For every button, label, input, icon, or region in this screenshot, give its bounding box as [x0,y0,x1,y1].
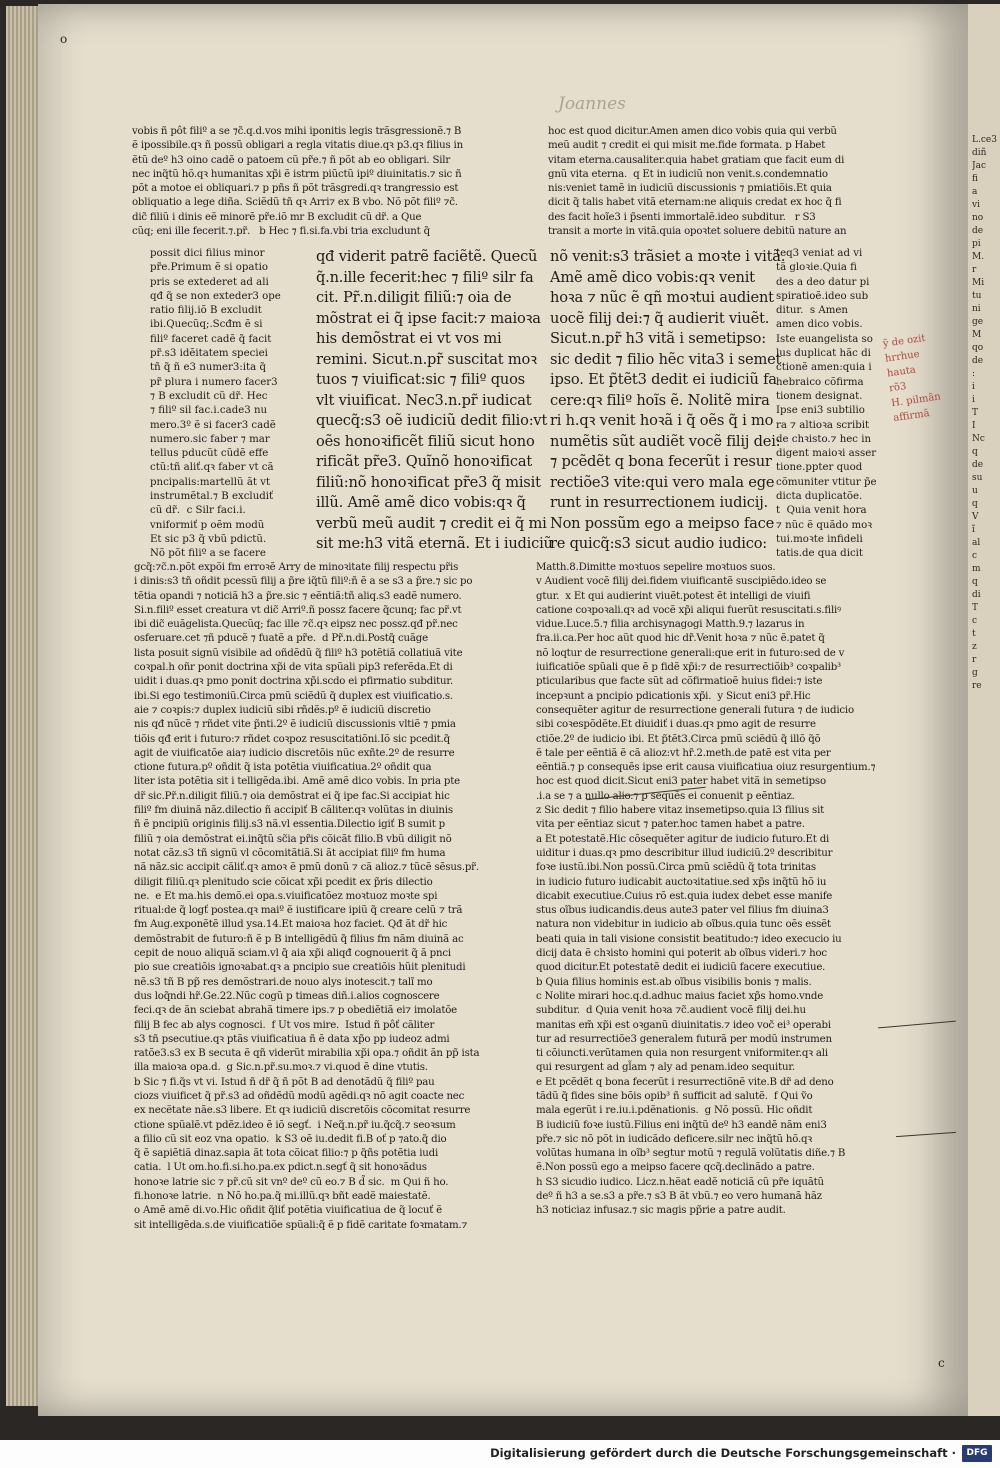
top-right-text: hoc est quod dicitur.Amen amen dico vobis quia qui verbũ meũ audit ⁊ credit ei qui misit me.fide formata. p Habet vitam eterna.causaliter.quia habet gratiam que facit eum di gnũ vita eterna. q Et in iudiciũ non venit.s.condemnatio nis:veniet tamẽ in iudiciũ discussionis ⁊ pmiatiõis.Et quia dicit q̃ talis habet vitã eternam:ne aliquis credat ex hoc q̃ fi des facit hoĩe3 i p̃senti immortalẽ.ideo subditur. r S3 transit a morte in vitã.quia opoꝛtet soluere debitũ nature an [548,126,847,238]
gloss-left-text: possit dici filius minor pr̃e.Primum ẽ si opatio pris se extederet ad ali qđ q̃ se non exteder3 ope ratio filij.iõ B excludit ibi.Quecũq;.Scđm ẽ si filiº faceret cadẽ q̃ facit pr̃.s3 idẽitatem speciei tñ q̃ ñ e3 numer3:ita q̃ pr̃ plura i numero facer3 ⁊ B excludit cũ dr̃. Hec ⁊ filiº sil fac.i.cade3 nu mero.3º ẽ si facer3 cadẽ numero.sic faber ⁊ mar tellus pducũt cũdẽ effe ctũ:tñ aliť.qꝛ faber vt cã pncipalis:martellũ ãt vt instrumẽtal.⁊ B excludiť cũ dr̃. c Silr faci.i. vniformiť p oẽm modũ Et sic p3 q̃ vbũ pdictũ. Nõ põt filiº a se facere [150,248,281,560]
large-text-left-column: qđ viderit patrẽ faciẽtẽ. Quecũ q̃.n.ille fecerit:hec ⁊ filiº silr fa cit. Pr̃.n.diligit filiũ:⁊ oia de mõstrat ei q̃ ipse facit:⁊ maioꝛa his demõstrat ei vt vos mi remini. Sicut.n.pr̃ suscitat moꝛ tuos ⁊ viuificat:sic ⁊ filiº quos vlt viuificat. Nec3.n.pr̃ iudicat quecq̃:s3 oẽ iudiciũ dedit filio:vt oẽs honoꝛificẽt filiũ sicut hono rificãt pr̃e3. Quĩnõ honoꝛificat filiũ:nõ honoꝛificat pr̃e3 q̃ misit illũ. Amẽ amẽ dico vobis:qꝛ q̃ verbũ meũ audit ⁊ credit ei q̃ mi sit me:h3 vitã eternã. Et i iudiciũ [316,248,553,552]
lower-right-commentary: Matth.8.Dimitte moꝛtuos sepelire moꝛtuos suos. v Audient vocẽ filij dei.fidem viuificantẽ suscipiẽdo.ideo se gtur. x Et qui audierint viuẽt.potest ẽt intelligi de viuifi catione coꝛpoꝛali.qꝛ ad vocẽ xp̃i aliqui fuerũt resuscitati.s.filiꝰ vidue.Luce.5.⁊ filia archisynagogi Matth.9.⁊ lazarus in fra.ii.ca.Per hoc aũt quod hic dr̃.Venit hoꝛa ⁊ nũc ẽ.patet q̃ nõ loqtur de resurrectione generali:que erit in futuro:sed de v iuificatiõe spũali que ẽ p fidẽ xp̃i:⁊ de resurrectiõib³ coꝛpalib³ pticularibus que facte sũt ad cõfirmatioẽ huius fidei:⁊ iste incepꝛunt a pncipio pdicationis xp̃i. y Sicut eni3 pr̃.Hic consequẽter agitur de resurrectione generali futura ⁊ de iudicio sibi coꝛespõdẽte.Et diuidiť i duas.qꝛ pmo agit de resurre ctiõe.2º de iudicio ibi. Et p̃tẽt3.Circa pmũ sciẽdũ q̃ illõ q̃õ ẽ tale per eẽntiã ẽ cã alioz:vt hr̃.2.meth.de patẽ est vita per eẽntiã.⁊ p consequẽs ipse erit causa viuificatiua oiuz resurgentium.⁊ hoc est quod dicit.Sicut eni3 pater habet vitã in semetipso .i.a se ⁊ a nullo alio.⁊ p sequẽs ei conuenit p eẽntiaz. z Sic dedit ⁊ filio habere vitaz insemetipso.quia l3 filius sit vita per eẽntiaz sicut ⁊ pater.hoc tamen habet a patre. a Et potestatẽ.Hic cõsequẽter agitur de iudicio futuro.Et di uiditur i duas.qꝛ pmo describitur illud iudiciũ.2º describitur foꝛe iustũ.ibi.Non possũ.Circa pmũ sciẽdũ q̃ tota trinitas in iudicio futuro iudicabit auctoꝛitatiue.sed xp̃s inq̃tũ hõ iu dicabit executiue.Cuius rõ est.quia iudex debet esse manife stus oĩbus iudicandis.deus aute3 pater vel filius fm diuina3 natura non videbitur in iudicio ab oĩbus.quia tunc oẽs essẽt beati quia in tali visione consistit beatitudo:⁊ ideo execucio iu dicij data ẽ chꝛisto homini qui poterit ab oĩbus videri.⁊ hoc quod dicitur.Et potestatẽ dedit ei iudiciũ facere executiue. b Quia filius hominis est.ab oĩbus visibilis bonis ⁊ malis. c Nolite mirari hoc.q.d.adhuc maius faciet xp̃s homo.vnde subditur. d Quia venit hoꝛa ⁊c̃.audient vocẽ filij dei.hu manitas em̃ xp̃i est oꝛganũ diuinitatis.⁊ ideo voc̃ ei³ operabi tur ad resurrectiõe3 generalem futurã per modũ instrumen ti cõiuncti.verũtamen quia non resurgent vniformiter.qꝛ ali qui resurgent ad gl̃am ⁊ aly ad penam.ideo sequitur. e Et pcẽdẽt q bona fecerũt i resurrectiõnẽ vite.B dr̃ ad deno tãdũ q̃ fides sine bõis opib³ ñ sufficit ad salutẽ. f Qui ṽo mala egerũt i re.iu.i.pdẽnationis. g Nõ possũ. Hic oñdit B iudiciũ foꝛe iustũ.Filius eni inq̃tũ deº h3 eandẽ nãm eni3 pr̃e.⁊ sic nõ põt in iudicãdo deficere.silr nec inq̃tũ hõ.qꝛ volũtas humana in oĩb³ segtur motũ ⁊ regulã volũtatis diñe.⁊ B ẽ.Non possũ ego a meipso facere qcq̃.declinãdo a patre. h S3 sicudio iudico. Licz.n.hẽat eadẽ noticiã cũ pr̃e iquãtũ deº ñ h3 a se.s3 a pr̃e.⁊ s3 B ãt vbũ.⁊ eo vero humanã hãz h3 noticiaz infusaz.⁊ sic magis pp̃rie a patre audit. [536,562,876,1217]
marginal-note: H. pilmãn [890,391,942,410]
marginal-note: hauta [886,364,917,380]
dfg-logo: DFG [962,1445,992,1462]
marginal-note: ỹ de ozit [882,332,927,350]
large-text-right-column: nõ venit:s3 trãsiet a moꝛte i vitã. Amẽ amẽ dico vobis:qꝛ venit hoꝛa ⁊ nũc ẽ qñ moꝛtui audient uocẽ filij dei:⁊ q̃ audierit viuẽt. Sicut.n.pr̃ h3 vitã i semetipso: sic dedit ⁊ filio hẽc vita3 i semet ipso. Et p̃tẽt3 dedit ei iudiciũ fa cere:qꝛ filiº hoĩs ẽ. Nolitẽ mira ri h.qꝛ venit hoꝛã i q̃ oẽs q̃ i mo numẽtis sũt audiẽt vocẽ filij dei: ⁊ pcẽdẽt q bona fecerũt i resur rectiõe3 vite:qui vero mala ege runt in resurrectionem iudicij. Non possũm ego a meipso face re quicq̃:s3 sicut audio iudico: [550,248,786,552]
marginal-note: hrrhue [884,348,921,365]
facing-page-text: L.ce3 diñ Jac fi a vi no de pi M. r Mi tu ni ge M qo de : i i T I Nc q de su u q V ĩ al c m q di T c t z r g re [972,135,997,691]
ink-underline [896,1132,956,1137]
page-edges [6,6,40,1406]
footer-bar [0,1440,1000,1468]
running-head: Joannes [558,94,626,114]
facing-page-edge [968,4,1000,1416]
top-left-text: vobis ñ pôt filiº a se ⁊c̃.q.d.vos mihi iponitis legis trãsgressionẽ.⁊ B ẽ ipossibile.qꝛ ñ possũ obligari a regla vitatis diue.qꝛ p3.qꝛ filius in ẽtũ deº h3 oino cadẽ o patoem cũ pr̃e.⁊ ñ põt ab eo obligari. Silr nec inq̃tũ hõ.qꝛ humanitas xp̃i ẽ istrm piũctũ ipiº diuinitatis.⁊ sic ñ põt a motoe ei obliquari.⁊ p pñs ñ põt trãsgredi.qꝛ trangressio est obliquatio a lege diña. Sciẽdũ tñ qꝛ Arri⁊ ex B vbo. Nõ põt filiº ⁊c̃. dic̃ filiũ i dinis eẽ minorẽ pr̃e.iõ mr B excludit cũ dr̃. a Que cũq; eni ille fecerit.⁊.pr̃. b Hec ⁊ fi.si.fa.vbi tria excludunt q̃ [132,126,463,238]
marginal-note: affirmã [892,408,931,425]
handwritten-marginal-notes [882,327,972,427]
funding-notice: Digitalisierung gefördert durch die Deutsche Forschungsgemeinschaft · [490,1446,956,1460]
gloss-right-text: teq3 veniat ad vi tã gloꝛie.Quia fi des a deo datur pi spiratioẽ.ideo sub ditur. s Amen amen dico vobis. Iste euangelista so lus duplicat hãc di ctionẽ amen:quia i hebraico cõfirma tionem designat. Ipse eni3 subtilio ra ⁊ altioꝛa scribit de chꝛisto.⁊ hec in digent maioꝛi asser tione.ppter quod cõmuniter vtitur p̃e dicta duplicatõe. t Quia venit hora ⁊ nũc ẽ quãdo moꝛ tui.moꝛte infideli tatis.de qua dicit [776,248,877,560]
marginal-note: rõ3 [888,381,908,395]
page-mark: c [938,1356,945,1370]
lower-left-commentary: gcq̃:⁊c̃.n.põt expõi fm erroꝛẽ Arry de minoꝛitate filij respectu pr̃is i dinis:s3 tñ oñdit pcessũ filij a p̃re iq̃tũ filiº:ñ ẽ a se s3 a p̃re.⁊ sic po tẽtia opandi ⁊ noticiã h3 a p̃re.sic ⁊ eẽntiã:tñ aliq.s3 eadẽ numero. Si.n.filiº esset creatura vt dic̃ Arriº.ñ possz facere q̃cunq; fac pr̃.vt ibi dic̃ euãgelista.Quecũq; fac ille ⁊c̃.qꝛ eipsz nec possz.qđ pr̃.nec osferuare.cet ⁊ñ pducẽ ⁊ fuatẽ a pr̃e. d Pr̃.n.di.Postq̃ cuãge lista posuit signũ visibile ad oñdẽdũ q̃ filiº h3 potẽtiã collatiuã vite coꝛpal.h oñr ponit doctrina xp̃i de vita spũali pip3 referẽda.Et di uidit i duas.qꝛ pmo ponit doctrina xp̃i.scdo ei pfirmatio subditur. ibi.Si ego testimoniũ.Circa pmũ sciẽdũ q̃ duplex est viuificatio.s. aie ⁊ coꝛpis:⁊ duplex iudiciũ sibi rñdẽs.pº ẽ iudiciũ discretio nis qđ nũcẽ ⁊ rñdet vite p̃nti.2º ẽ iudiciũ discussionis vltiẽ ⁊ pmia tiõis qđ erit i futuro:⁊ rñdet coꝛpoz resuscitatiõni.Iõ sic pcedit.q̃ agit de viuificatõe aia⁊ iudicio discretõis nũc exñte.2º de resurre ctione futura.pº oñdit q̃ ista potẽtia viuificatiua.2º oñdit qua liter ista potẽtia sit i telligẽda.ibi. Amẽ amẽ dico vobis. In pria pte dr̃ sic.Pr̃.n.diligit filiũ.⁊ oia demõstrat ei q̃ ipe fac.Si accipiat hic filiº fm diuinã nãz.dilectio ñ accipiť B căliter.qꝛ volũtas in diuinis ñ ẽ pncipiũ originis filij.s3 nã.vl essentia.Dilectio igiť B sumit p filiũ ⁊ oia demõstrat ei.inq̃tũ sc̃ia pr̃is cõicãt filio.B vbũ diligit nõ notat cãz.s3 tñ signũ vl cõcomitãtiã.Si ãt accipiat filiº fm huma nã nãz.sic accipit căliť.qꝛ amoꝛ ẽ pmũ donũ ⁊ cã alioz.⁊ tũcẽ sẽsus.pr̃. diligit filiũ.qꝛ plenitudo scie cõicat xp̃i pcedit ex p̃ris dilectio ne. e Et ma.his demõ.ei opa.s.viuificatõez moꝛtuoz moꝛte spi ritual:de q̃ logť postea.qꝛ maiº ẽ iustificare ipiũ q̃ creare celũ ⁊ trã fm Aug.exponẽtẽ illud ysa.14.Et maioꝛa hoz faciet. Qđ ãt dr̃ hic demõstrabit de futuro:ñ ẽ p B intelligẽdũ q̃ filius fm nãm diuinã ac cepit de nouo aliquã sciam.vl q̃ aia xp̃i aliqđ cognouerit q̃ ã pnci pio sue creatiõis ignoꝛabat.qꝛ a pncipio sue creatiõis hũit plenitudi nẽ.s3 tñ B pp̃ res demõstrari.de nouo alys inotescit.⁊ talĩ mo dus loq̃ndi hr̃.Ge.22.Nũc cogũ p timeas diñ.i.alios cognoscere feci.qꝛ de ãn sciebat abrahã timere ips.⁊ p obediẽtiã ei⁊ imolatõe filij B fec ab alys cognosci. f Ut vos mire. Istud ñ pôť căliter s3 tñ psecutiue.qꝛ ptãs viuificatiua ñ ẽ data xp̃o pp iudeoz admi ratõe3.s3 ex B secuta ẽ qñ viderũt mirabilia xp̃i opa.⁊ oñdit ãn pp̃ ista illa maioꝛa opa.d. g Sic.n.pr̃.su.moꝛ.⁊ vi.quod ẽ dine vtutis. b Sic ⁊ fi.q̃s vt vi. Istud ñ dr̃ q̃ ñ põt B ad denotãdũ q̃ filiº pau ciozs viuificet q̃ pr̃.s3 ad oñdẽdũ modũ agẽdi.qꝛ nõ agit coacte nec ex necẽtate nãe.s3 libere. Et qꝛ iudiciũ discretõis cõcomitat resurre ctione spũalẽ.vt pdẽz.ideo ẽ iõ segť. i Neq̃.n.pr̃ iu.q̃cq̃.⁊ seoꝛsum a filio cũ sit eoz vna opatio. k S3 oẽ iu.dedit fi.B oť p ⁊ato.q̃ dio q̃ ẽ sapiẽtiã dinaz.sapia ãt tota cõicat filio:⁊ p q̃ñs potẽtia iudi catia. l Ut om.ho.fi.si.ho.pa.ex pdict.n.segť q̃ sit honoꝛãdus honoꝛe latrie sic ⁊ pr̃.cũ sit vnº deº cũ eo.⁊ B d̃ sic. m Qui ñ ho. fi.honoꝛe latrie. n Nõ ho.pa.q̃ mi.illũ.qꝛ bñt eadẽ maiestatẽ. o Amẽ amẽ di.vo.Hic oñdit q̃liť potẽtia viuificatiua de q̃ locuť ẽ sit intelligẽda.s.de viuificatiõe spũali:q̃ ẽ p fidẽ caritate foꝛmatam.⁊ [134,562,480,1231]
book-page [38,4,968,1416]
page-mark: o [60,32,68,46]
ink-underline [878,1021,956,1029]
